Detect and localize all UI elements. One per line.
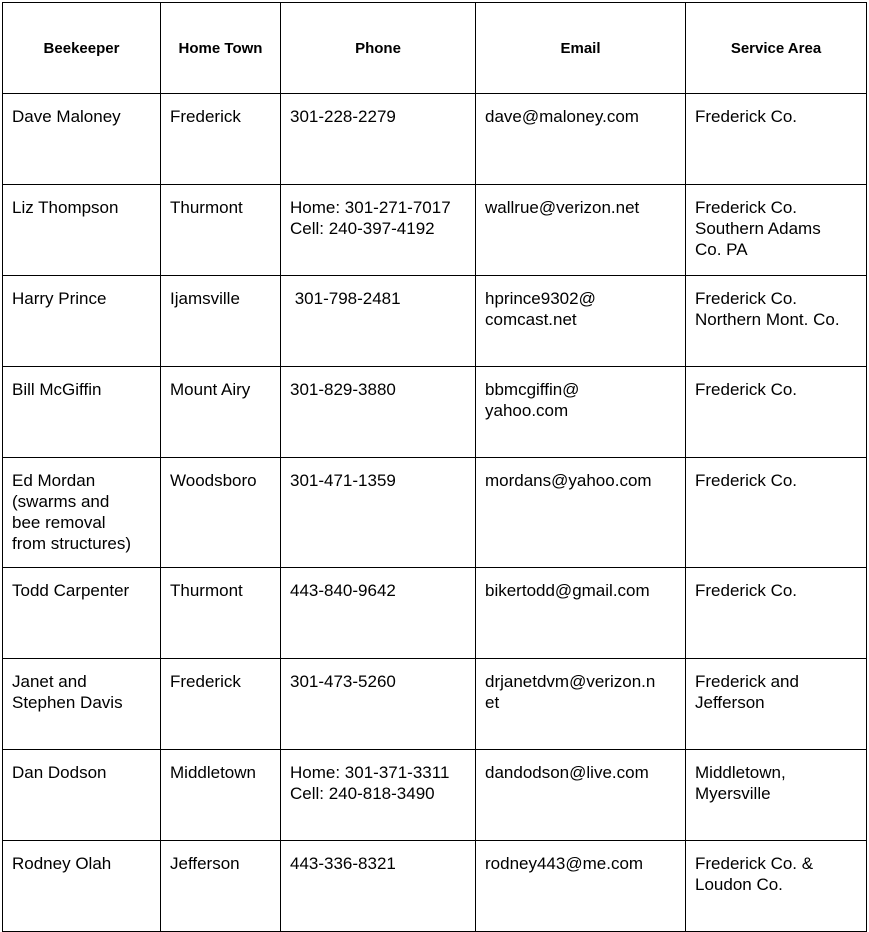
cell-beekeeper <box>3 568 161 659</box>
service-area-line: Frederick Co. <box>695 380 798 399</box>
beekeeper-name: Ed Mordan <box>12 471 96 490</box>
header-beekeeper: Beekeeper <box>3 3 161 94</box>
beekeeper-note: bee removal <box>12 513 106 532</box>
email-address: rodney443@me.com <box>485 854 644 873</box>
table-row <box>3 568 867 659</box>
cell-email <box>476 94 686 185</box>
cell-service-area <box>686 659 867 750</box>
beekeeper-name: Harry Prince <box>12 289 107 308</box>
cell-phone <box>281 367 476 458</box>
phone-number: 443-336-8321 <box>290 854 396 873</box>
cell-phone <box>281 750 476 841</box>
cell-service-area <box>686 367 867 458</box>
table-row <box>3 276 867 367</box>
header-row <box>3 3 867 94</box>
cell-email <box>476 841 686 932</box>
beekeeper-name: Janet and <box>12 672 87 691</box>
cell-service-area <box>686 94 867 185</box>
email-address-part: bbmcgiffin@ <box>485 380 580 399</box>
table-row <box>3 458 867 568</box>
email-address-part: et <box>485 693 500 712</box>
cell-email <box>476 659 686 750</box>
beekeeper-name: Stephen Davis <box>12 693 123 712</box>
email-address-part: yahoo.com <box>485 401 569 420</box>
service-area-line: Frederick Co. <box>695 581 798 600</box>
table-row <box>3 94 867 185</box>
beekeeper-table <box>2 2 867 932</box>
cell-email <box>476 185 686 276</box>
service-area-line: Myersville <box>695 784 771 803</box>
cell-phone <box>281 659 476 750</box>
cell-phone-number: Cell: 240-818-3490 <box>290 784 435 803</box>
cell-phone <box>281 568 476 659</box>
service-area-line: Frederick Co. <box>695 198 798 217</box>
cell-email <box>476 276 686 367</box>
table-row <box>3 185 867 276</box>
cell-home-town: Middletown <box>161 750 281 841</box>
cell-email <box>476 568 686 659</box>
phone-number: 301-829-3880 <box>290 380 396 399</box>
phone-number: 443-840-9642 <box>290 581 396 600</box>
header-service-area: Service Area <box>686 3 867 94</box>
beekeeper-note: (swarms and <box>12 492 110 511</box>
email-address-part: hprince9302@ <box>485 289 596 308</box>
cell-beekeeper <box>3 750 161 841</box>
cell-phone <box>281 841 476 932</box>
header-home-town: Home Town <box>161 3 281 94</box>
cell-beekeeper <box>3 841 161 932</box>
cell-phone <box>281 185 476 276</box>
phone-number: 301-473-5260 <box>290 672 396 691</box>
cell-beekeeper <box>3 367 161 458</box>
header-email: Email <box>476 3 686 94</box>
email-address: wallrue@verizon.net <box>485 198 640 217</box>
cell-beekeeper <box>3 185 161 276</box>
table-row <box>3 367 867 458</box>
email-address-part: drjanetdvm@verizon.n <box>485 672 656 691</box>
beekeeper-name: Liz Thompson <box>12 198 119 217</box>
cell-phone <box>281 276 476 367</box>
beekeeper-name: Todd Carpenter <box>12 581 130 600</box>
service-area-line: Frederick Co. <box>695 289 798 308</box>
beekeeper-note: from structures) <box>12 534 132 553</box>
service-area-line: Middletown, <box>695 763 786 782</box>
service-area-line: Loudon Co. <box>695 875 783 894</box>
email-address-part: comcast.net <box>485 310 577 329</box>
beekeeper-name: Dave Maloney <box>12 107 121 126</box>
cell-beekeeper <box>3 659 161 750</box>
cell-service-area <box>686 841 867 932</box>
email-address: bikertodd@gmail.com <box>485 581 650 600</box>
table-row <box>3 841 867 932</box>
cell-home-town: Woodsboro <box>161 458 281 568</box>
home-phone: Home: 301-271-7017 <box>290 198 451 217</box>
phone-number: 301-228-2279 <box>290 107 396 126</box>
header-phone: Phone <box>281 3 476 94</box>
cell-service-area <box>686 458 867 568</box>
beekeeper-name: Dan Dodson <box>12 763 107 782</box>
cell-email <box>476 458 686 568</box>
table-body <box>3 94 867 932</box>
service-area-line: Co. PA <box>695 240 748 259</box>
service-area-line: Northern Mont. Co. <box>695 310 840 329</box>
phone-number: 301-798-2481 <box>290 289 401 308</box>
cell-phone <box>281 94 476 185</box>
service-area-line: Frederick and <box>695 672 799 691</box>
cell-home-town: Thurmont <box>161 185 281 276</box>
table-row <box>3 659 867 750</box>
cell-beekeeper <box>3 94 161 185</box>
cell-home-town: Mount Airy <box>161 367 281 458</box>
service-area-line: Frederick Co. <box>695 107 798 126</box>
cell-service-area <box>686 185 867 276</box>
cell-email <box>476 750 686 841</box>
cell-service-area <box>686 568 867 659</box>
cell-service-area <box>686 750 867 841</box>
service-area-line: Southern Adams <box>695 219 821 238</box>
cell-email <box>476 367 686 458</box>
cell-home-town: Jefferson <box>161 841 281 932</box>
cell-home-town: Thurmont <box>161 568 281 659</box>
service-area-line: Frederick Co. & <box>695 854 814 873</box>
email-address: dandodson@live.com <box>485 763 649 782</box>
cell-service-area <box>686 276 867 367</box>
service-area-line: Frederick Co. <box>695 471 798 490</box>
cell-phone-number: Cell: 240-397-4192 <box>290 219 435 238</box>
beekeeper-name: Rodney Olah <box>12 854 112 873</box>
cell-home-town: Frederick <box>161 659 281 750</box>
service-area-line: Jefferson <box>695 693 765 712</box>
cell-phone <box>281 458 476 568</box>
cell-home-town: Frederick <box>161 94 281 185</box>
cell-beekeeper <box>3 276 161 367</box>
table-row <box>3 750 867 841</box>
email-address: mordans@yahoo.com <box>485 471 652 490</box>
home-phone: Home: 301-371-3311 <box>290 763 450 782</box>
beekeeper-name: Bill McGiffin <box>12 380 102 399</box>
email-address: dave@maloney.com <box>485 107 639 126</box>
phone-number: 301-471-1359 <box>290 471 396 490</box>
cell-beekeeper <box>3 458 161 568</box>
cell-home-town: Ijamsville <box>161 276 281 367</box>
